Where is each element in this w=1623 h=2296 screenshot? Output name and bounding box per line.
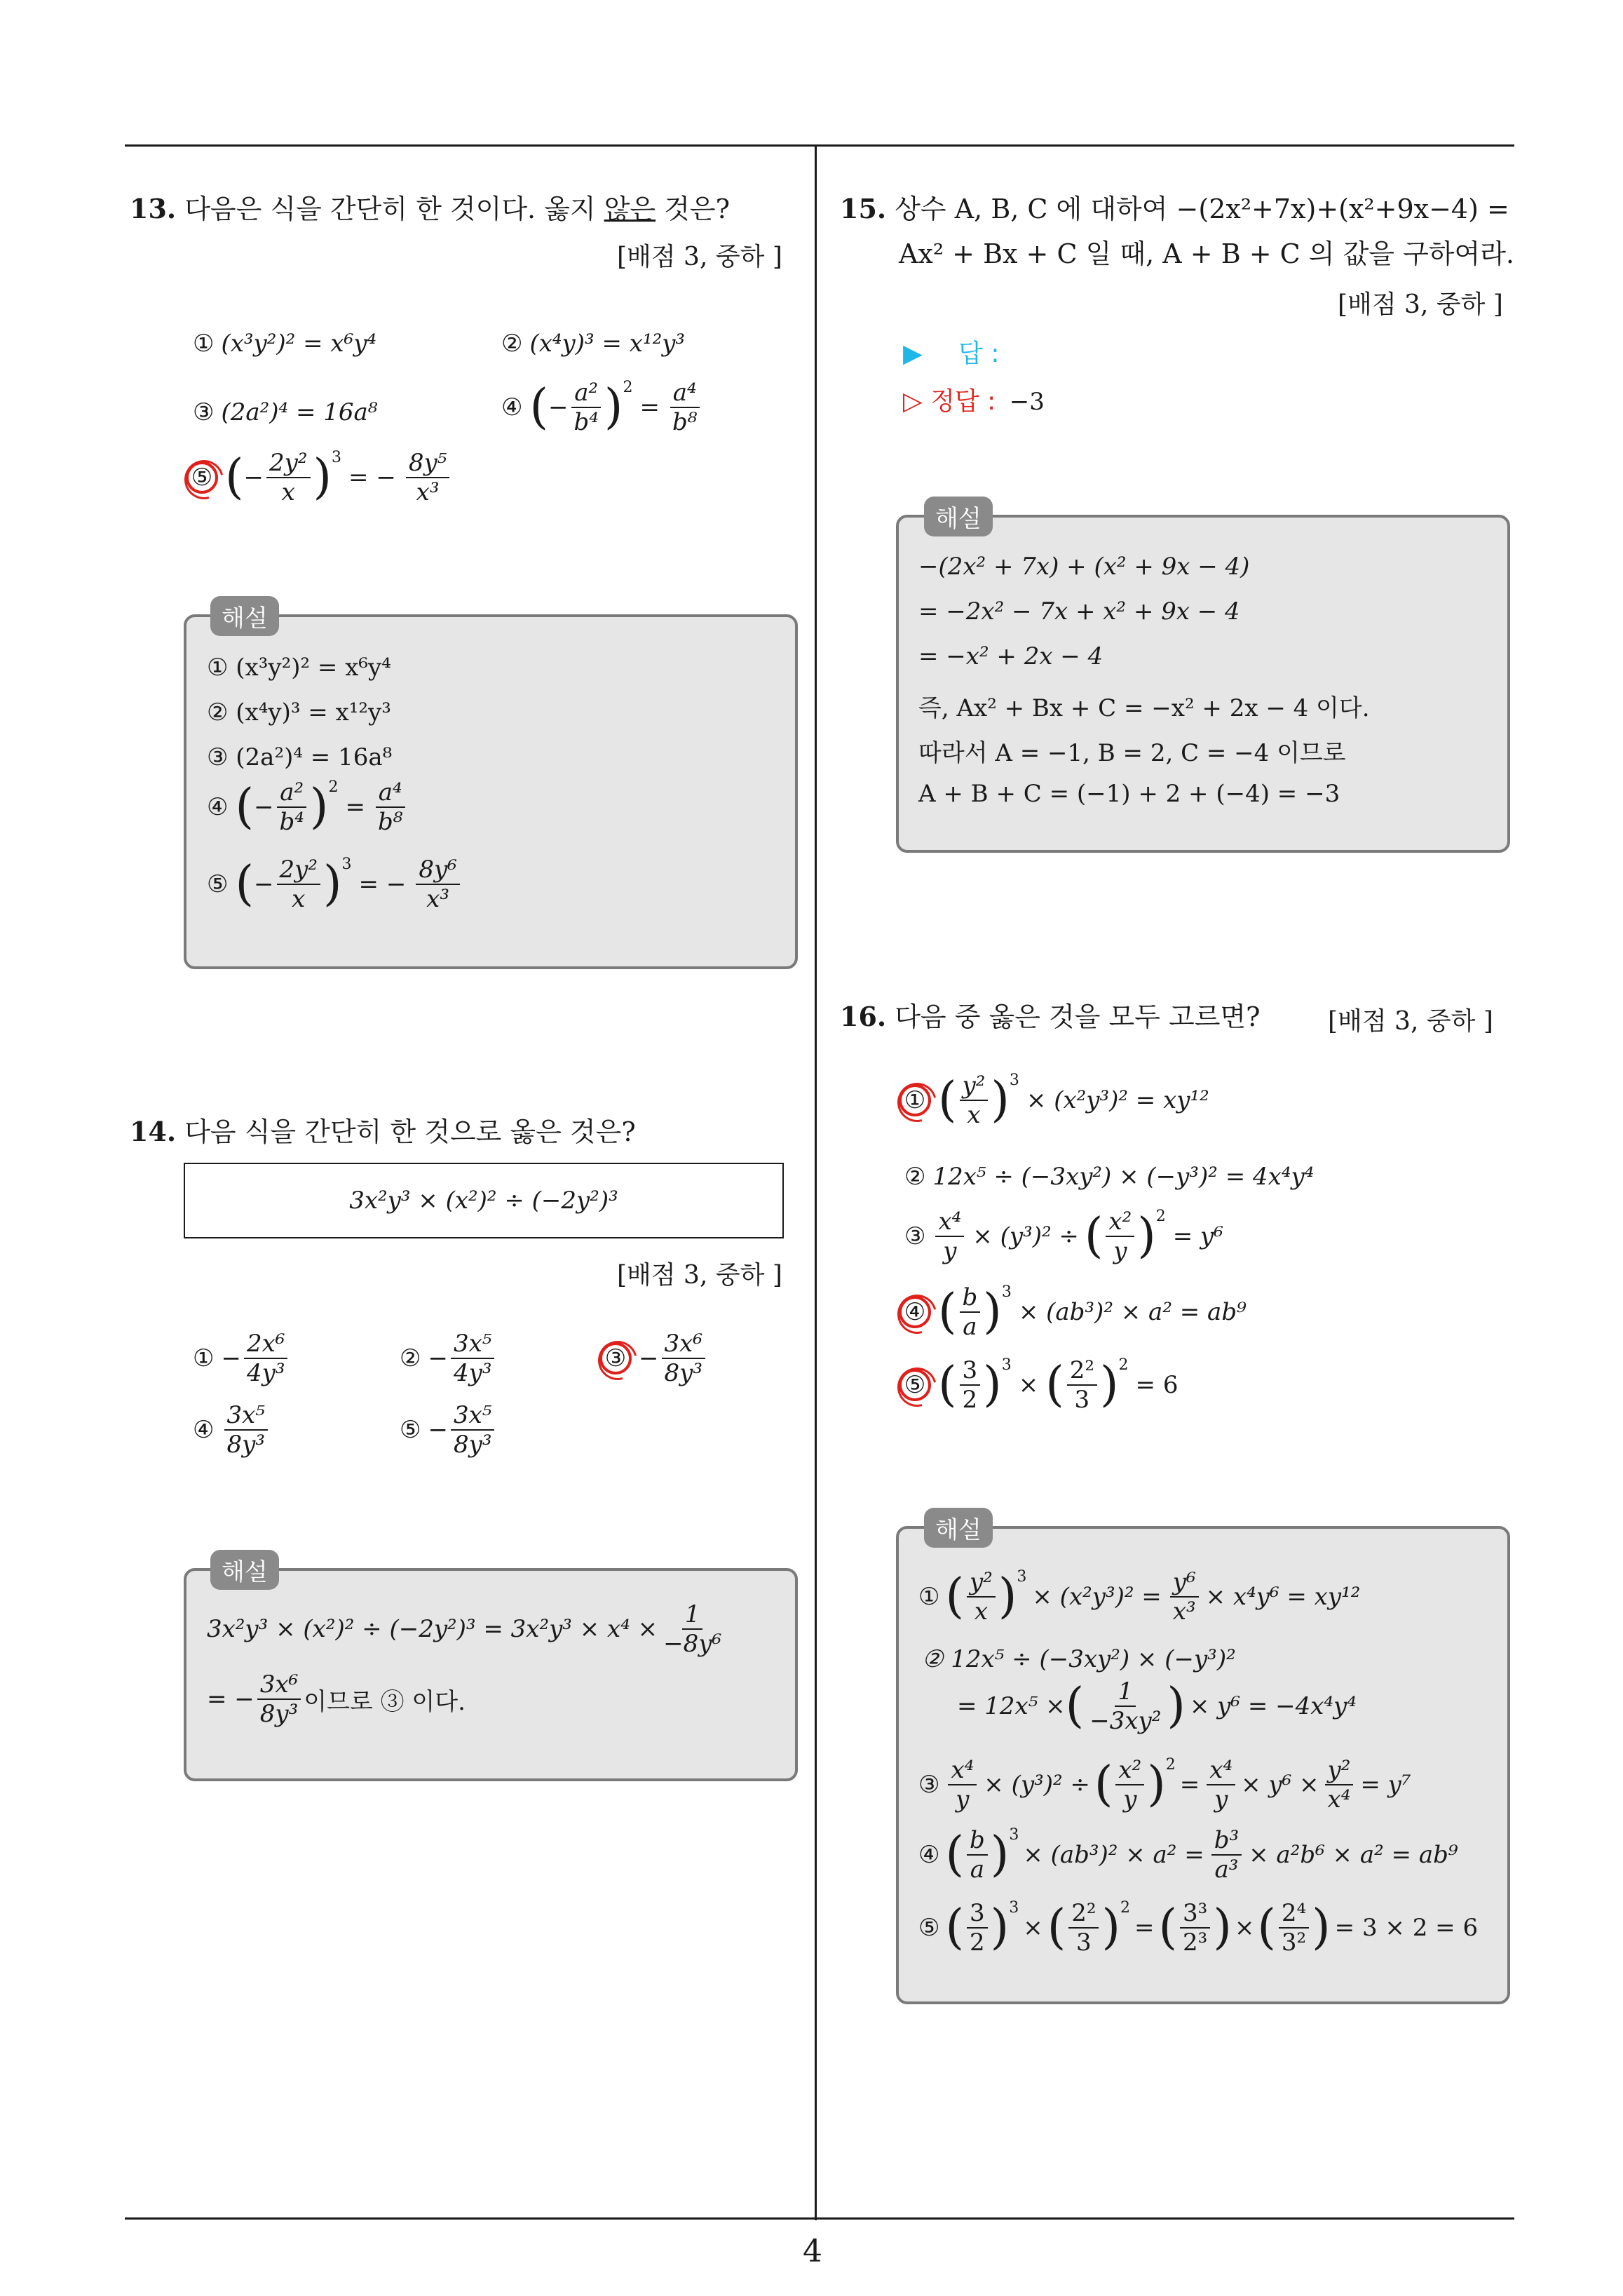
q13-sol-3: ③ (2a²)⁴ = 16a⁸ bbox=[207, 743, 393, 771]
q14-sol-2: = − $\frac{\text{3x⁶}}{\text{8y³}}$ 이므로 ③ 이다. bbox=[207, 1670, 466, 1728]
q16-sol-4: ④ ( $\frac{b}{a}$ ) 3 × (ab³)² × a² = $\frac{\text{b³}}{\text{a³}}$ × a²b⁶ × a² = ab⁹ bbox=[918, 1826, 1458, 1884]
q16-choice-1[interactable]: ① ( $\frac{\text{y²}}{x}$ ) 3 × (x²y³)² = xy¹² bbox=[899, 1072, 1209, 1129]
q15-sol-2: = −2x² − 7x + x² + 9x − 4 bbox=[918, 597, 1240, 626]
q16-mark-1: ① bbox=[899, 1084, 931, 1116]
q13-text: 다음은 식을 간단히 한 것이다. 옳지 bbox=[184, 194, 604, 224]
q14-choice-2[interactable]: ② − $\frac{\text{3x⁵}}{\text{4y³}}$ bbox=[400, 1330, 497, 1387]
q16-sol-5: ⑤ ( $\frac{3}{2}$ ) 3 × ( $\frac{\text{2²}}{3}$ ) 2 = ( $\frac{\text{3³}}{\text{2³}}$ ) × ( $\frac{\text{2⁴}}{\text{3²}}$ ) = 3 × 2 = 6 bbox=[918, 1899, 1479, 1957]
q16-sol-2b: = 12x⁵ × ( $\frac{1}{\text{−3xy²}}$ ) × y⁶ = −4x⁴y⁴ bbox=[957, 1677, 1357, 1735]
q14-expression-box: 3x²y³ × (x²)² ÷ (−2y²)³ bbox=[184, 1163, 784, 1238]
bottom-rule bbox=[125, 2217, 1514, 2220]
q13-underlined: 않은 bbox=[604, 194, 656, 224]
q15-meta: [배점 3, 중하 ] bbox=[1338, 290, 1503, 319]
q14-choice-4[interactable]: ④ $\frac{\text{3x⁵}}{\text{8y³}}$ bbox=[193, 1401, 271, 1459]
q14-choice-1[interactable]: ① − $\frac{\text{2x⁶}}{\text{4y³}}$ bbox=[193, 1330, 290, 1387]
q15-sol-5: 따라서 A = −1, B = 2, C = −4 이므로 bbox=[918, 739, 1346, 767]
q15-sol-1: −(2x² + 7x) + (x² + 9x − 4) bbox=[918, 553, 1250, 581]
q16-choice-4[interactable]: ④ ( $\frac{b}{a}$ ) 3 × (ab³)² × a² = ab⁹ bbox=[899, 1283, 1247, 1341]
q16-mark-4: ④ bbox=[899, 1296, 931, 1328]
q15-header-2: Ax² + Bx + C 일 때, A + B + C 의 값을 구하여라. bbox=[899, 238, 1514, 269]
q16-sol-1: ① ( $\frac{\text{y²}}{x}$ ) 3 × (x²y³)² = $\frac{\text{y⁶}}{\text{x³}}$ × x⁴y⁶ = xy¹² bbox=[918, 1568, 1361, 1626]
q13-choice-5[interactable]: ⑤ ( − $\frac{\text{2y²}}{x}$ ) 3 = − $\frac{\text{8y⁵}}{\text{x³}}$ bbox=[186, 449, 452, 506]
q16-meta: [배점 3, 중하 ] bbox=[1328, 1007, 1493, 1036]
q13-sol-4: ④ ( − $\frac{\text{a²}}{\text{b⁴}}$ ) 2 = $\frac{\text{a⁴}}{\text{b⁸}}$ bbox=[207, 778, 408, 836]
q14-meta: [배점 3, 중하 ] bbox=[617, 1261, 782, 1290]
q14-answer-mark: ③ bbox=[599, 1342, 632, 1375]
q14-choice-5[interactable]: ⑤ − $\frac{\text{3x⁵}}{\text{8y³}}$ bbox=[400, 1401, 497, 1459]
q13-solution-tag: 해설 bbox=[210, 596, 279, 636]
play-icon: ▶ bbox=[903, 339, 923, 368]
q15-sol-4: 즉, Ax² + Bx + C = −x² + 2x − 4 이다. bbox=[918, 694, 1370, 722]
q13-choice-2[interactable]: ② (x⁴y)³ = x¹²y³ bbox=[501, 330, 686, 358]
q15-sol-6: A + B + C = (−1) + 2 + (−4) = −3 bbox=[918, 780, 1340, 808]
q13-answer-mark: ⑤ bbox=[186, 461, 218, 494]
q13-header bbox=[130, 191, 730, 227]
q16-header: 16. 다음 중 옳은 것을 모두 고르면? bbox=[840, 1001, 1261, 1032]
q13-sol-2: ② (x⁴y)³ = x¹²y³ bbox=[207, 698, 391, 727]
q14-header: 14. 다음 식을 간단히 한 것으로 옳은 것은? bbox=[130, 1116, 636, 1147]
q14-sol-1: 3x²y³ × (x²)² ÷ (−2y²)³ = 3x²y³ × x⁴ × $\frac{1}{\text{−8y⁶}}$ bbox=[207, 1600, 722, 1658]
q15-answer-row[interactable]: ▶ 답 : bbox=[903, 339, 1000, 368]
q16-mark-5: ⑤ bbox=[899, 1369, 931, 1401]
column-divider bbox=[815, 144, 817, 2220]
q15-header-1: 15. 상수 A, B, C 에 대하여 −(2x²+7x)+(x²+9x−4) = bbox=[840, 193, 1509, 224]
q15-sol-3: = −x² + 2x − 4 bbox=[918, 642, 1103, 670]
q16-choice-3[interactable]: ③ $\frac{\text{x⁴}}{y}$ × (y³)² ÷ ( $\frac{\text{x²}}{y}$ ) 2 = y⁶ bbox=[904, 1208, 1223, 1265]
q13-text-end: 것은? bbox=[656, 194, 730, 224]
top-rule bbox=[125, 144, 1514, 147]
q16-choice-5[interactable]: ⑤ ( $\frac{3}{2}$ ) 3 × ( $\frac{\text{2²}}{3}$ ) 2 = 6 bbox=[899, 1356, 1178, 1414]
q16-solution-tag: 해설 bbox=[924, 1508, 993, 1548]
q13-sol-5: ⑤ ( − $\frac{\text{2y²}}{x}$ ) 3 = − $\frac{\text{8y⁶}}{\text{x³}}$ bbox=[207, 856, 463, 913]
q16-choice-2[interactable]: ② 12x⁵ ÷ (−3xy²) × (−y³)² = 4x⁴y⁴ bbox=[904, 1163, 1315, 1191]
q13-number: 13. bbox=[130, 193, 177, 224]
q13-sol-1: ① (x³y²)² = x⁶y⁴ bbox=[207, 654, 391, 682]
q16-sol-3: ③ $\frac{\text{x⁴}}{y}$ × (y³)² ÷ ( $\frac{\text{x²}}{y}$ ) 2 = $\frac{\text{x⁴}}{y}$ × y⁶ × $\frac{\text{y²}}{\text{x⁴}}$ = y⁷ bbox=[918, 1756, 1411, 1814]
q14-solution-tag: 해설 bbox=[210, 1550, 279, 1590]
q15-correct-row: ▷ 정답 : −3 bbox=[903, 387, 1045, 416]
q13-meta: [배점 3, 중하 ] bbox=[617, 243, 782, 271]
q13-choice-1[interactable]: ① (x³y²)² = x⁶y⁴ bbox=[193, 330, 377, 358]
q13-choice-3[interactable]: ③ (2a²)⁴ = 16a⁸ bbox=[193, 398, 378, 426]
triangle-outline-icon: ▷ bbox=[903, 387, 923, 416]
page-number: 4 bbox=[803, 2234, 822, 2269]
q16-sol-2a: ② 12x⁵ ÷ (−3xy²) × (−y³)² bbox=[922, 1645, 1236, 1673]
q13-choice-4[interactable]: ④ ( − $\frac{\text{a²}}{\text{b⁴}}$ ) 2 = $\frac{\text{a⁴}}{\text{b⁸}}$ bbox=[501, 379, 702, 436]
q15-solution-tag: 해설 bbox=[924, 497, 993, 536]
q14-choice-3[interactable]: ③ − $\frac{\text{3x⁶}}{\text{8y³}}$ bbox=[599, 1330, 708, 1387]
